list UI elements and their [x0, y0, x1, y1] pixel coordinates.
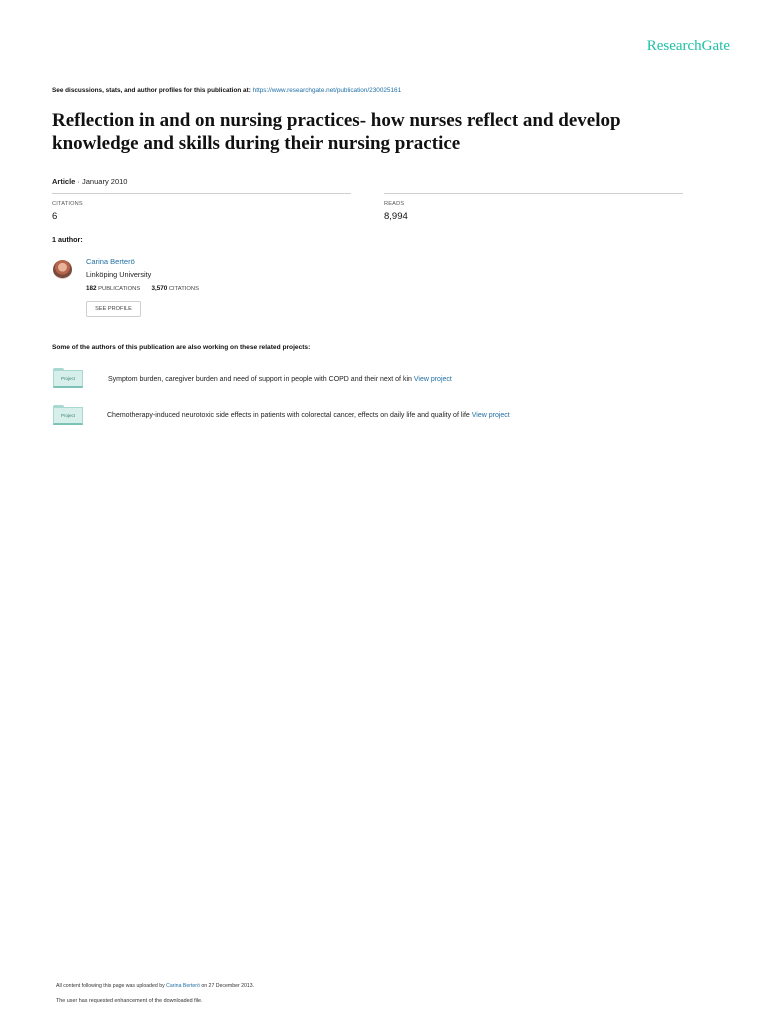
- upload-note: [56, 983, 254, 989]
- related-project-item: [107, 412, 510, 419]
- project-title: Chemotherapy-induced neurotoxic side effects in patients with colorectal cancer, effects on daily life and quality of life: [107, 412, 472, 419]
- publication-meta: [52, 177, 127, 186]
- publication-date: January 2010: [82, 177, 128, 186]
- upload-date: on 27 December 2013.: [199, 983, 255, 989]
- enhancement-note: The user has requested enhancement of the downloaded file.: [56, 998, 203, 1004]
- publication-url-link[interactable]: https://www.researchgate.net/publication/230025161: [252, 87, 402, 94]
- project-icon-label: Project: [53, 370, 83, 388]
- author-avatar[interactable]: [53, 260, 72, 279]
- view-project-link[interactable]: View project: [413, 376, 452, 383]
- author-citations-label: CITATIONS: [168, 286, 199, 292]
- reads-value: 8,994: [384, 211, 408, 222]
- project-folder-icon[interactable]: [53, 405, 83, 425]
- authors-heading: 1 author:: [52, 235, 83, 244]
- publication-title: Reflection in and on nursing practices- how nurses reflect and develop knowledge and skills during their nursing practice: [52, 110, 621, 154]
- author-publications-count: 182: [86, 285, 97, 292]
- citations-value: 6: [52, 211, 58, 222]
- publication-type: Article: [52, 177, 76, 186]
- citations-divider: [52, 193, 351, 194]
- related-projects-heading: Some of the authors of this publication are also working on these related projects:: [52, 344, 311, 351]
- upload-prefix: All content following this page was uploaded by: [56, 983, 167, 989]
- meta-separator: ·: [75, 177, 83, 186]
- project-title: Symptom burden, caregiver burden and need of support in people with COPD and their next of kin: [108, 376, 414, 383]
- author-publications-label: PUBLICATIONS: [98, 286, 141, 292]
- discussion-prefix: See discussions, stats, and author profiles for this publication at:: [52, 87, 253, 94]
- citations-label: CITATIONS: [52, 201, 83, 207]
- project-folder-icon[interactable]: [53, 368, 83, 388]
- reads-label: READS: [384, 201, 405, 207]
- reads-divider: [384, 193, 683, 194]
- researchgate-logo[interactable]: ResearchGate: [646, 38, 730, 54]
- project-icon-label: Project: [53, 407, 83, 425]
- discussion-line: [52, 87, 401, 94]
- author-institution: Linköping University: [86, 270, 152, 279]
- author-name-link[interactable]: Carina Berterö: [86, 257, 135, 266]
- see-profile-button[interactable]: SEE PROFILE: [86, 301, 141, 317]
- uploader-link[interactable]: Carina Berterö: [166, 983, 200, 989]
- author-stats: [86, 285, 199, 292]
- author-citations-count: 3,570: [151, 285, 168, 292]
- related-project-item: [108, 376, 452, 383]
- view-project-link[interactable]: View project: [471, 412, 510, 419]
